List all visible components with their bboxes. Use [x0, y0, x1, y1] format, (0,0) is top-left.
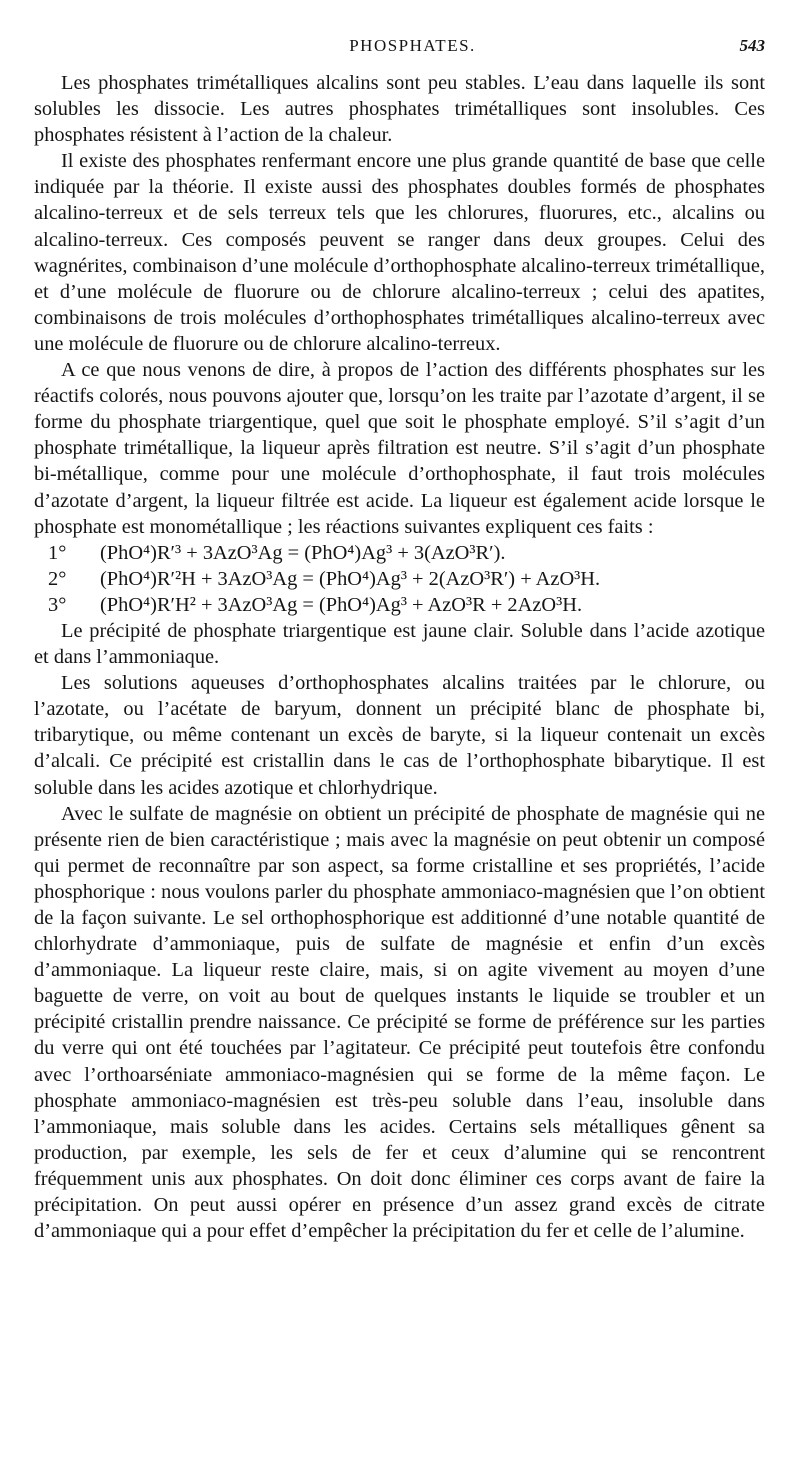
equation-number: 3°	[48, 593, 67, 616]
paragraph-3: A ce que nous venons de dire, à propos de l’action des différents phosphates sur les réactifs colorés, nous pouvons ajouter que, lorsqu’on les traite par l’azotate d’argent, il se forme du phosphate triargentique, quel que soit le phosphate employé. S’il s’agit d’un phosphate trimétallique, la liqueur après filtration est neutre. S’il s’agit d’un phosphate bi-métallique, comme pour une molécule d’orthophosphate, il faut trois molécules d’azotate d’argent, la liqueur filtrée est acide. La liqueur est également acide lorsque le phosphate est monométallique ; les réactions suivantes expliquent ces faits :	[34, 359, 765, 538]
paragraph-6: Avec le sulfate de magnésie on obtient un précipité de phosphate de magnésie qui ne présente rien de bien caractéristique ; mais avec la magnésie on peut obtenir un composé qui permet de reconnaître par son aspect, sa forme cristalline et ses propriétés, l’acide phosphorique : nous voulons parler du phosphate ammoniaco-magnésien que l’on obtient de la façon suivante. Le sel orthophosphorique est additionné d’une notable quantité de chlorhydrate d’ammoniaque, puis de sulfate de magnésie et enfin d’un excès d’ammoniaque. La liqueur reste claire, mais, si on agite vivement au moyen d’une baguette de verre, on voit au bout de quelques instants le liquide se troubler et un précipité cristallin prendre naissance. Ce précipité se forme de préférence sur les parties du verre qui ont été touchées par l’agitateur. Ce précipité peut toutefois être confondu avec l’orthoarséniate ammoniaco-magnésien qui se forme de la même façon. Le phosphate ammoniaco-magnésien est très-peu soluble dans l’eau, insoluble dans l’ammoniaque, mais soluble dans les acides. Certains sels métalliques gênent sa production, par exemple, les sels de fer et ceux d’alumine qui se rencontrent fréquemment unis aux phosphates. On doit donc éliminer ces corps avant de faire la précipitation. On peut aussi opérer en présence d’un assez grand excès de citrate d’ammoniaque qui a pour effet d’empêcher la précipitation du fer et celle de l’alumine.	[34, 802, 765, 1243]
equation-number: 1°	[48, 541, 67, 564]
paragraph-2: Il existe des phosphates renfermant encore une plus grande quantité de base que celle indiquée par la théorie. Il existe aussi des phosphates doubles formés de phosphates alcalino-terreux et de sels terreux tels que les chlorures, fluorures, etc., alcalins ou alcalino-terreux. Ces composés peuvent se ranger dans deux groupes. Celui des wagnérites, combinaison d’une molécule d’orthophosphate alcalino-terreux trimétallique, et d’une molécule de fluorure ou de chlorure alcalino-terreux ; celui des apatites, combinaisons de trois molécules d’orthophosphates trimétalliques alcalino-terreux avec une molécule de fluorure ou de chlorure alcalino-terreux.	[34, 150, 765, 355]
page-header	[60, 36, 765, 62]
paragraph-4: Le précipité de phosphate triargentique est jaune clair. Soluble dans l’acide azotique et dans l’ammoniaque.	[34, 619, 765, 669]
equation-2	[34, 566, 765, 592]
paragraph-1: Les phosphates trimétalliques alcalins sont peu stables. L’eau dans laquelle ils sont solubles les dissocie. Les autres phosphates trimétalliques sont insolubles. Ces phosphates résistent à l’action de la chaleur.	[34, 72, 765, 147]
equation-3	[34, 592, 765, 618]
equation-text: (PhO⁴)R′²H + 3AzO³Ag = (PhO⁴)Ag³ + 2(AzO³R′) + AzO³H.	[100, 567, 601, 590]
paragraph-5: Les solutions aqueuses d’orthophosphates alcalins traitées par le chlorure, ou l’azotate, ou l’acétate de baryum, donnent un précipité blanc de phosphate bi, tribarytique, ou même contenant un excès de baryte, si la liqueur contenait un excès d’alcali. Ce précipité est cristallin dans le cas de l’orthophosphate bibarytique. Il est soluble dans les acides azotique et chlorhydrique.	[34, 672, 765, 799]
page-body	[34, 70, 765, 1244]
equation-number: 2°	[48, 567, 67, 590]
running-title: PHOSPHATES.	[349, 36, 476, 55]
equation-1	[34, 540, 765, 566]
page-number: 543	[739, 36, 765, 55]
equation-text: (PhO⁴)R′³ + 3AzO³Ag = (PhO⁴)Ag³ + 3(AzO³R′).	[100, 541, 506, 564]
equation-text: (PhO⁴)R′H² + 3AzO³Ag = (PhO⁴)Ag³ + AzO³R + 2AzO³H.	[100, 593, 583, 616]
